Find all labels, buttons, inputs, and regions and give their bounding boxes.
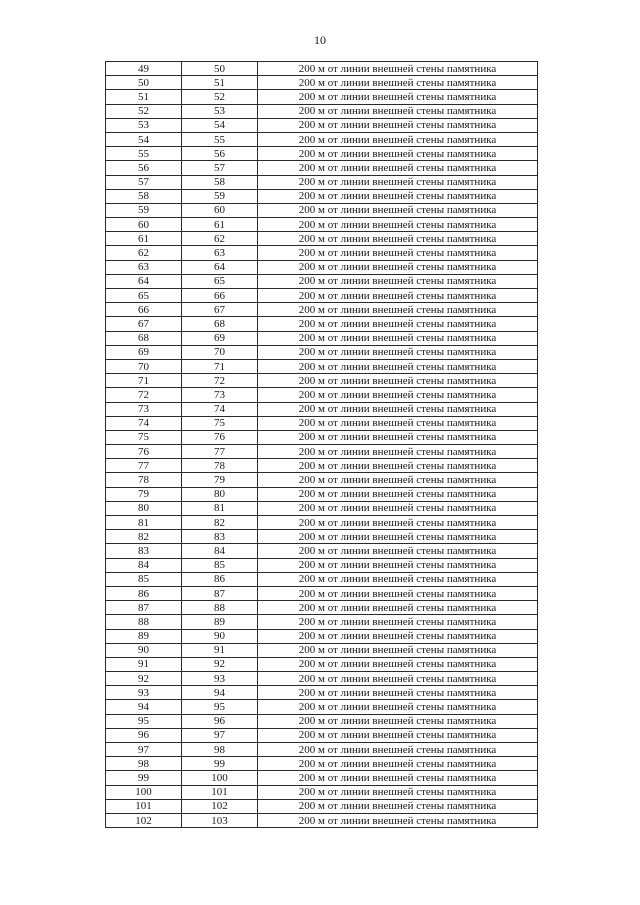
point-from-cell: 93 <box>106 686 182 700</box>
point-from-cell: 59 <box>106 203 182 217</box>
description-cell: 200 м от линии внешней стены памятника <box>258 359 538 373</box>
table-row <box>106 416 538 430</box>
description-cell: 200 м от линии внешней стены памятника <box>258 813 538 827</box>
table-row <box>106 260 538 274</box>
table-row <box>106 359 538 373</box>
point-to-cell: 61 <box>182 218 258 232</box>
description-cell: 200 м от линии внешней стены памятника <box>258 686 538 700</box>
point-to-cell: 58 <box>182 175 258 189</box>
description-cell: 200 м от линии внешней стены памятника <box>258 132 538 146</box>
point-from-cell: 61 <box>106 232 182 246</box>
point-to-cell: 88 <box>182 601 258 615</box>
table-row <box>106 629 538 643</box>
description-cell: 200 м от линии внешней стены памятника <box>258 629 538 643</box>
table-row <box>106 714 538 728</box>
table-row <box>106 289 538 303</box>
description-cell: 200 м от линии внешней стены памятника <box>258 757 538 771</box>
point-from-cell: 78 <box>106 473 182 487</box>
point-to-cell: 103 <box>182 813 258 827</box>
description-cell: 200 м от линии внешней стены памятника <box>258 601 538 615</box>
description-cell: 200 м от линии внешней стены памятника <box>258 90 538 104</box>
table-row <box>106 572 538 586</box>
description-cell: 200 м от линии внешней стены памятника <box>258 586 538 600</box>
description-cell: 200 м от линии внешней стены памятника <box>258 260 538 274</box>
table-row <box>106 459 538 473</box>
point-to-cell: 80 <box>182 487 258 501</box>
table-row <box>106 771 538 785</box>
point-from-cell: 57 <box>106 175 182 189</box>
point-from-cell: 98 <box>106 757 182 771</box>
point-to-cell: 74 <box>182 402 258 416</box>
point-to-cell: 94 <box>182 686 258 700</box>
description-cell: 200 м от линии внешней стены памятника <box>258 416 538 430</box>
table-row <box>106 743 538 757</box>
description-cell: 200 м от линии внешней стены памятника <box>258 487 538 501</box>
table-row <box>106 473 538 487</box>
point-from-cell: 99 <box>106 771 182 785</box>
point-from-cell: 73 <box>106 402 182 416</box>
description-cell: 200 м от линии внешней стены памятника <box>258 147 538 161</box>
point-to-cell: 79 <box>182 473 258 487</box>
point-from-cell: 58 <box>106 189 182 203</box>
point-to-cell: 98 <box>182 743 258 757</box>
description-cell: 200 м от линии внешней стены памятника <box>258 700 538 714</box>
table-row <box>106 62 538 76</box>
point-to-cell: 87 <box>182 586 258 600</box>
point-from-cell: 86 <box>106 586 182 600</box>
table-row <box>106 799 538 813</box>
page-number: 10 <box>314 33 326 47</box>
point-to-cell: 81 <box>182 501 258 515</box>
table-row <box>106 586 538 600</box>
description-cell: 200 м от линии внешней стены памятника <box>258 303 538 317</box>
point-from-cell: 84 <box>106 558 182 572</box>
table-row <box>106 445 538 459</box>
description-cell: 200 м от линии внешней стены памятника <box>258 743 538 757</box>
table-row <box>106 672 538 686</box>
table-row <box>106 643 538 657</box>
point-from-cell: 56 <box>106 161 182 175</box>
description-cell: 200 м от линии внешней стены памятника <box>258 728 538 742</box>
point-to-cell: 70 <box>182 345 258 359</box>
description-cell: 200 м от линии внешней стены памятника <box>258 317 538 331</box>
description-cell: 200 м от линии внешней стены памятника <box>258 76 538 90</box>
point-from-cell: 82 <box>106 530 182 544</box>
table-row <box>106 558 538 572</box>
table-row <box>106 218 538 232</box>
description-cell: 200 м от линии внешней стены памятника <box>258 657 538 671</box>
point-to-cell: 96 <box>182 714 258 728</box>
table-row <box>106 757 538 771</box>
description-cell: 200 м от линии внешней стены памятника <box>258 345 538 359</box>
point-to-cell: 75 <box>182 416 258 430</box>
description-cell: 200 м от линии внешней стены памятника <box>258 544 538 558</box>
table-row <box>106 132 538 146</box>
point-to-cell: 93 <box>182 672 258 686</box>
description-cell: 200 м от линии внешней стены памятника <box>258 501 538 515</box>
description-cell: 200 м от линии внешней стены памятника <box>258 175 538 189</box>
description-cell: 200 м от линии внешней стены памятника <box>258 388 538 402</box>
point-from-cell: 81 <box>106 516 182 530</box>
point-from-cell: 74 <box>106 416 182 430</box>
description-cell: 200 м от линии внешней стены памятника <box>258 161 538 175</box>
point-to-cell: 65 <box>182 274 258 288</box>
table-row <box>106 345 538 359</box>
point-to-cell: 50 <box>182 62 258 76</box>
point-to-cell: 63 <box>182 246 258 260</box>
point-from-cell: 55 <box>106 147 182 161</box>
boundary-table <box>105 61 538 828</box>
point-to-cell: 67 <box>182 303 258 317</box>
description-cell: 200 м от линии внешней стены памятника <box>258 459 538 473</box>
point-to-cell: 57 <box>182 161 258 175</box>
table-row <box>106 118 538 132</box>
table-row <box>106 76 538 90</box>
point-from-cell: 102 <box>106 813 182 827</box>
table-row <box>106 530 538 544</box>
point-from-cell: 60 <box>106 218 182 232</box>
point-to-cell: 78 <box>182 459 258 473</box>
point-from-cell: 72 <box>106 388 182 402</box>
description-cell: 200 м от линии внешней стены памятника <box>258 189 538 203</box>
table-row <box>106 331 538 345</box>
point-to-cell: 56 <box>182 147 258 161</box>
description-cell: 200 м от линии внешней стены памятника <box>258 289 538 303</box>
description-cell: 200 м от линии внешней стены памятника <box>258 530 538 544</box>
point-from-cell: 101 <box>106 799 182 813</box>
point-to-cell: 76 <box>182 430 258 444</box>
point-to-cell: 54 <box>182 118 258 132</box>
table-row <box>106 657 538 671</box>
point-to-cell: 97 <box>182 728 258 742</box>
point-from-cell: 50 <box>106 76 182 90</box>
point-to-cell: 102 <box>182 799 258 813</box>
table-row <box>106 161 538 175</box>
point-from-cell: 49 <box>106 62 182 76</box>
point-to-cell: 53 <box>182 104 258 118</box>
description-cell: 200 м от линии внешней стены памятника <box>258 274 538 288</box>
point-from-cell: 89 <box>106 629 182 643</box>
point-to-cell: 100 <box>182 771 258 785</box>
point-to-cell: 89 <box>182 615 258 629</box>
point-from-cell: 53 <box>106 118 182 132</box>
table-row <box>106 544 538 558</box>
description-cell: 200 м от линии внешней стены памятника <box>258 246 538 260</box>
point-to-cell: 84 <box>182 544 258 558</box>
point-from-cell: 94 <box>106 700 182 714</box>
point-to-cell: 99 <box>182 757 258 771</box>
point-from-cell: 71 <box>106 374 182 388</box>
point-from-cell: 85 <box>106 572 182 586</box>
table-row <box>106 388 538 402</box>
description-cell: 200 м от линии внешней стены памятника <box>258 402 538 416</box>
point-from-cell: 63 <box>106 260 182 274</box>
point-from-cell: 76 <box>106 445 182 459</box>
table-row <box>106 402 538 416</box>
point-to-cell: 95 <box>182 700 258 714</box>
point-from-cell: 64 <box>106 274 182 288</box>
point-to-cell: 85 <box>182 558 258 572</box>
table-row <box>106 317 538 331</box>
point-to-cell: 90 <box>182 629 258 643</box>
point-to-cell: 72 <box>182 374 258 388</box>
point-from-cell: 69 <box>106 345 182 359</box>
table-row <box>106 700 538 714</box>
point-to-cell: 82 <box>182 516 258 530</box>
table-row <box>106 232 538 246</box>
point-to-cell: 73 <box>182 388 258 402</box>
table-row <box>106 785 538 799</box>
table-row <box>106 615 538 629</box>
point-to-cell: 77 <box>182 445 258 459</box>
point-to-cell: 83 <box>182 530 258 544</box>
description-cell: 200 м от линии внешней стены памятника <box>258 445 538 459</box>
description-cell: 200 м от линии внешней стены памятника <box>258 218 538 232</box>
point-to-cell: 55 <box>182 132 258 146</box>
point-from-cell: 88 <box>106 615 182 629</box>
description-cell: 200 м от линии внешней стены памятника <box>258 785 538 799</box>
point-from-cell: 66 <box>106 303 182 317</box>
description-cell: 200 м от линии внешней стены памятника <box>258 430 538 444</box>
point-from-cell: 95 <box>106 714 182 728</box>
table-row <box>106 104 538 118</box>
point-from-cell: 67 <box>106 317 182 331</box>
point-to-cell: 64 <box>182 260 258 274</box>
point-to-cell: 66 <box>182 289 258 303</box>
description-cell: 200 м от линии внешней стены памятника <box>258 104 538 118</box>
table-row <box>106 274 538 288</box>
table-row <box>106 147 538 161</box>
table-row <box>106 487 538 501</box>
point-from-cell: 77 <box>106 459 182 473</box>
table-row <box>106 728 538 742</box>
point-from-cell: 70 <box>106 359 182 373</box>
description-cell: 200 м от линии внешней стены памятника <box>258 374 538 388</box>
table-row <box>106 516 538 530</box>
point-from-cell: 65 <box>106 289 182 303</box>
point-to-cell: 69 <box>182 331 258 345</box>
description-cell: 200 м от линии внешней стены памятника <box>258 558 538 572</box>
description-cell: 200 м от линии внешней стены памятника <box>258 203 538 217</box>
description-cell: 200 м от линии внешней стены памятника <box>258 62 538 76</box>
description-cell: 200 м от линии внешней стены памятника <box>258 331 538 345</box>
point-from-cell: 91 <box>106 657 182 671</box>
table-row <box>106 430 538 444</box>
description-cell: 200 м от линии внешней стены памятника <box>258 799 538 813</box>
description-cell: 200 м от линии внешней стены памятника <box>258 643 538 657</box>
point-from-cell: 90 <box>106 643 182 657</box>
point-from-cell: 100 <box>106 785 182 799</box>
point-to-cell: 68 <box>182 317 258 331</box>
point-to-cell: 62 <box>182 232 258 246</box>
table-row <box>106 686 538 700</box>
point-from-cell: 96 <box>106 728 182 742</box>
point-from-cell: 92 <box>106 672 182 686</box>
description-cell: 200 м от линии внешней стены памятника <box>258 516 538 530</box>
description-cell: 200 м от линии внешней стены памятника <box>258 615 538 629</box>
table-row <box>106 246 538 260</box>
point-to-cell: 59 <box>182 189 258 203</box>
table-row <box>106 813 538 827</box>
point-to-cell: 71 <box>182 359 258 373</box>
table-row <box>106 189 538 203</box>
point-from-cell: 75 <box>106 430 182 444</box>
point-to-cell: 51 <box>182 76 258 90</box>
point-to-cell: 60 <box>182 203 258 217</box>
description-cell: 200 м от линии внешней стены памятника <box>258 771 538 785</box>
description-cell: 200 м от линии внешней стены памятника <box>258 714 538 728</box>
point-from-cell: 83 <box>106 544 182 558</box>
table-row <box>106 303 538 317</box>
table-row <box>106 203 538 217</box>
point-to-cell: 86 <box>182 572 258 586</box>
point-to-cell: 101 <box>182 785 258 799</box>
table-row <box>106 501 538 515</box>
table-row <box>106 601 538 615</box>
point-from-cell: 52 <box>106 104 182 118</box>
point-to-cell: 91 <box>182 643 258 657</box>
point-to-cell: 52 <box>182 90 258 104</box>
point-from-cell: 62 <box>106 246 182 260</box>
table-row <box>106 374 538 388</box>
point-from-cell: 68 <box>106 331 182 345</box>
point-from-cell: 97 <box>106 743 182 757</box>
description-cell: 200 м от линии внешней стены памятника <box>258 473 538 487</box>
table-body <box>106 62 538 828</box>
table-row <box>106 175 538 189</box>
description-cell: 200 м от линии внешней стены памятника <box>258 118 538 132</box>
description-cell: 200 м от линии внешней стены памятника <box>258 232 538 246</box>
point-to-cell: 92 <box>182 657 258 671</box>
description-cell: 200 м от линии внешней стены памятника <box>258 672 538 686</box>
description-cell: 200 м от линии внешней стены памятника <box>258 572 538 586</box>
point-from-cell: 54 <box>106 132 182 146</box>
point-from-cell: 80 <box>106 501 182 515</box>
table-row <box>106 90 538 104</box>
point-from-cell: 87 <box>106 601 182 615</box>
point-from-cell: 51 <box>106 90 182 104</box>
point-from-cell: 79 <box>106 487 182 501</box>
